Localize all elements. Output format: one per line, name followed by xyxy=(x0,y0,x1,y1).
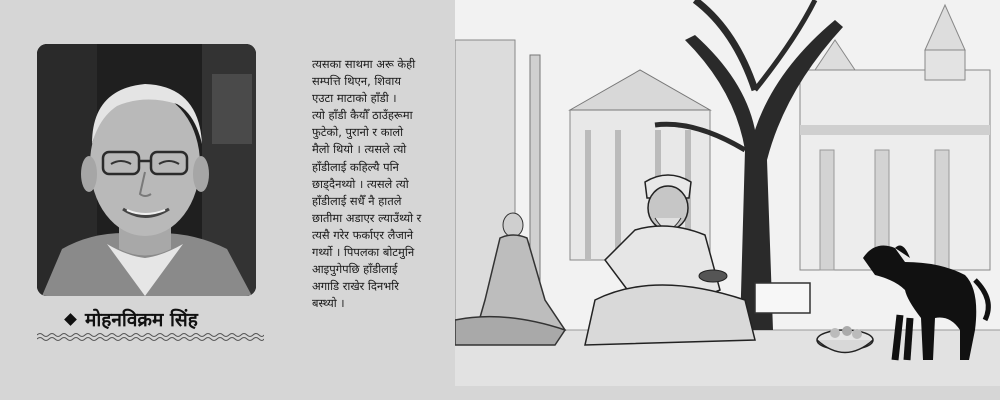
story-illustration xyxy=(455,0,1000,386)
story-text: त्यसका साथमा अरू केही सम्पत्ति थिएन, शिवाय एउटा माटाको हाँडी । त्यो हाँडी कैयौँ ठाउँहरूमा फुटेको, पुरानो र कालो मैलो थियो । त्यसले त्यो हाँडीलाई कहिल्यै पनि छाड्दैनथ्यो । त्यसले त्यो हाँडीलाई सधैँ नै हातले छातीमा अडाएर ल्याउँथ्यो र त्यसै गरेर फर्काएर लैजाने गर्थ्यो । पिपलका बोटमुनि आइपुगेपछि हाँडीलाई अगाडि राखेर दिनभरि बस्थ्यो । xyxy=(312,57,422,311)
diamond-icon xyxy=(64,313,77,326)
author-caption xyxy=(60,306,270,332)
wavy-divider xyxy=(37,332,264,342)
author-name: मोहनविक्रम सिंह xyxy=(85,309,198,331)
author-portrait xyxy=(37,44,256,296)
